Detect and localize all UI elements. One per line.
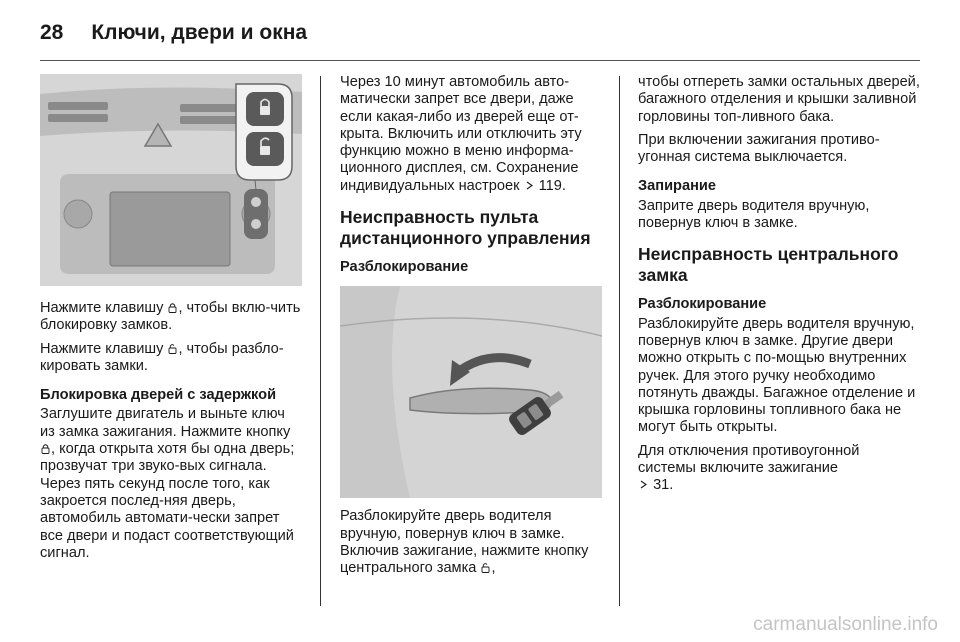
- paragraph: При включении зажигания противо-угонная система выключается.: [638, 131, 880, 166]
- dashboard-figure: [40, 74, 302, 286]
- column-separator: [619, 76, 620, 606]
- paragraph: Разблокируйте дверь водителя вручную, повернув ключ в замке. Другие двери можно открыть с по-мощью внутренних ручек. Для этого ручку необходимо потянуть дважды. Багажное отделение и крышка горловины топливного бака не могут быть открыты.: [638, 315, 916, 436]
- subheading: Разблокирование: [340, 259, 469, 276]
- unlock-icon: [481, 562, 490, 573]
- page-title: Ключи, двери и окна: [91, 21, 308, 44]
- lock-icon: [168, 302, 177, 313]
- watermark: carmanualsonline.info: [753, 614, 938, 635]
- paragraph: Через 10 минут автомобиль авто-матически запрет все двери, даже если какая-либо из дверей еще от-крыта. Включить или отключить эту функцию можно в меню информа-ционного дисплея, см. Сохранение индивидуальных настроек 119.: [340, 74, 582, 194]
- subheading: Блокировка дверей с задержкой: [40, 387, 277, 404]
- section-heading: Неисправность пульта дистанционного управления: [340, 207, 591, 249]
- paragraph: Заглушите двигатель и выньте ключ из замка зажигания. Нажмите кнопку , когда открыта хотя бы одна дверь; прозвучат три звуко-вых сигнала. Через пять секунд после того, как закроется послед-няя дверь, автомобиль автомати-чески запрет все двери и подаст соответствующий сигнал.: [40, 406, 295, 561]
- door-handle-figure: [340, 286, 602, 498]
- arrow-ref-icon: [525, 180, 534, 191]
- door-handle-illustration: [340, 286, 602, 498]
- paragraph: Разблокируйте дверь водителя вручную, повернув ключ в замке. Включив зажигание, нажмите кнопку центрального замка ,: [340, 508, 589, 577]
- section-heading: Неисправность центрального замка: [638, 244, 899, 286]
- page-number: 28: [40, 21, 64, 44]
- paragraph: Заприте дверь водителя вручную, повернув ключ в замке.: [638, 197, 870, 232]
- dashboard-illustration: [40, 74, 302, 286]
- paragraph: Для отключения противоугонной системы включите зажигание 31.: [638, 442, 860, 494]
- unlock-icon: [168, 343, 177, 354]
- column-3: [638, 74, 920, 501]
- paragraph: чтобы отпереть замки остальных дверей, багажного отделения и крышки заливной горловины топ-ливного бака.: [638, 74, 920, 125]
- column-2: [340, 74, 602, 584]
- paragraph: Нажмите клавишу , чтобы вклю-чить блокировку замков.: [40, 300, 301, 334]
- lock-icon: [41, 443, 50, 454]
- header-rule: [40, 60, 920, 61]
- subheading: Запирание: [638, 178, 716, 195]
- subheading: Разблокирование: [638, 296, 767, 313]
- arrow-ref-icon: [639, 479, 648, 490]
- paragraph: Нажмите клавишу , чтобы разбло-кировать замки.: [40, 340, 284, 374]
- column-1: [40, 74, 302, 568]
- page-header: [40, 14, 307, 52]
- column-separator: [320, 76, 321, 606]
